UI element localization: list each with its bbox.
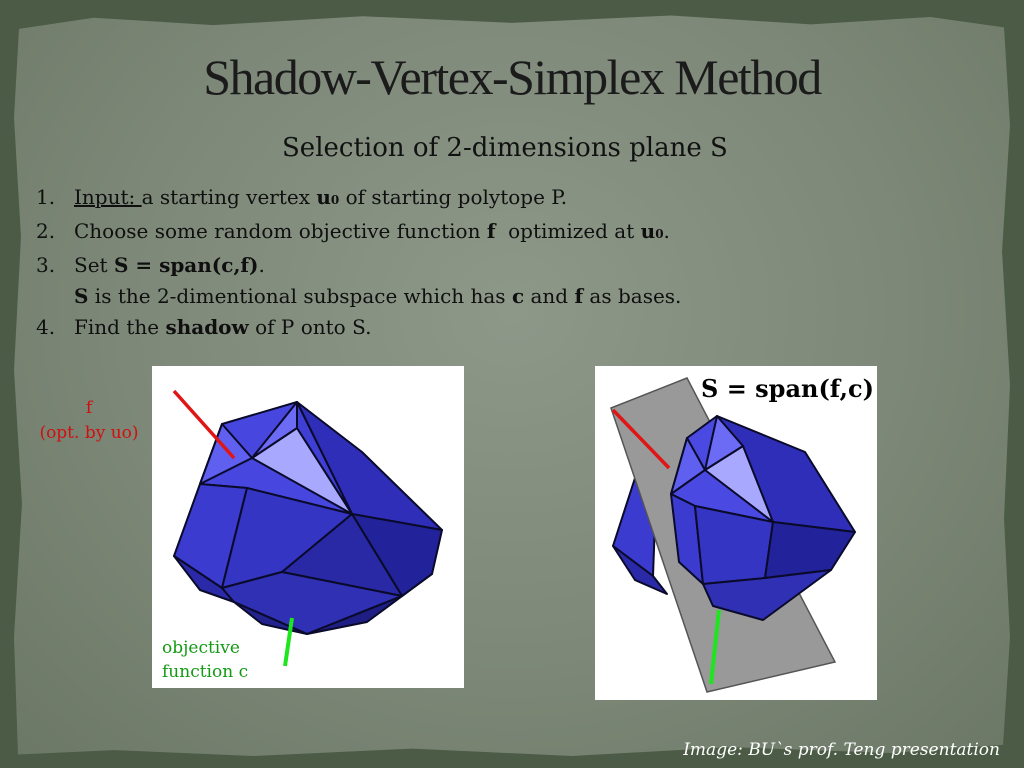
step-text: of P onto S. bbox=[248, 315, 372, 339]
steps-list bbox=[36, 182, 681, 343]
step-text: a starting vertex bbox=[141, 185, 317, 209]
f-vector-label bbox=[30, 396, 148, 446]
step-text: . bbox=[663, 219, 670, 243]
step-continuation bbox=[36, 281, 681, 312]
step-bold-text: c bbox=[511, 284, 525, 308]
step-subscript: 0 bbox=[330, 193, 340, 207]
step-bold-text: u bbox=[640, 219, 656, 243]
step-bold-text: f bbox=[574, 284, 584, 308]
step-item bbox=[36, 250, 681, 281]
step-bold-text: f bbox=[486, 219, 496, 243]
f-label-line: (opt. by uo) bbox=[39, 423, 139, 443]
span-label-text: S = span(f,c) bbox=[701, 374, 874, 403]
step-number: 1. bbox=[36, 185, 56, 209]
step-text: Choose some random objective function bbox=[74, 219, 487, 243]
polytope-figure bbox=[152, 366, 464, 688]
objective-label-line: objective bbox=[162, 638, 240, 658]
step-number: 4. bbox=[36, 315, 56, 339]
step-bold-text: S = span(c,f) bbox=[113, 253, 259, 277]
shadow-plane-illustration bbox=[595, 366, 877, 700]
step-item bbox=[36, 312, 681, 343]
step-text: . bbox=[258, 253, 265, 277]
step-underlined-text: Input: bbox=[74, 185, 142, 209]
shadow-plane-figure bbox=[595, 366, 877, 700]
step-text: optimized at bbox=[495, 219, 641, 243]
step-bold-text: u bbox=[316, 185, 331, 209]
step-number: 2. bbox=[36, 219, 56, 243]
span-label bbox=[701, 374, 874, 403]
image-credit: Image: BU`s prof. Teng presentation bbox=[683, 740, 1000, 760]
step-number: 3. bbox=[36, 253, 56, 277]
step-text: Set bbox=[74, 253, 114, 277]
polytope-face bbox=[765, 522, 855, 578]
step-text: Find the bbox=[74, 315, 166, 339]
step-text: as bases. bbox=[583, 284, 682, 308]
step-bold-text: shadow bbox=[165, 315, 249, 339]
step-item bbox=[36, 216, 681, 250]
objective-function-label bbox=[162, 636, 248, 684]
f-label-line: f bbox=[85, 398, 93, 418]
step-item bbox=[36, 182, 681, 216]
step-text: of starting polytope P. bbox=[339, 185, 568, 209]
objective-label-line: function c bbox=[162, 662, 249, 682]
step-text: and bbox=[524, 284, 575, 308]
step-bold-text: S bbox=[74, 284, 89, 308]
step-subscript: 0 bbox=[655, 227, 664, 241]
step-text: is the 2-dimentional subspace which has bbox=[88, 284, 512, 308]
slide-subtitle: Selection of 2-dimensions plane S bbox=[282, 133, 728, 163]
slide-title: Shadow-Vertex-Simplex Method bbox=[203, 49, 821, 105]
